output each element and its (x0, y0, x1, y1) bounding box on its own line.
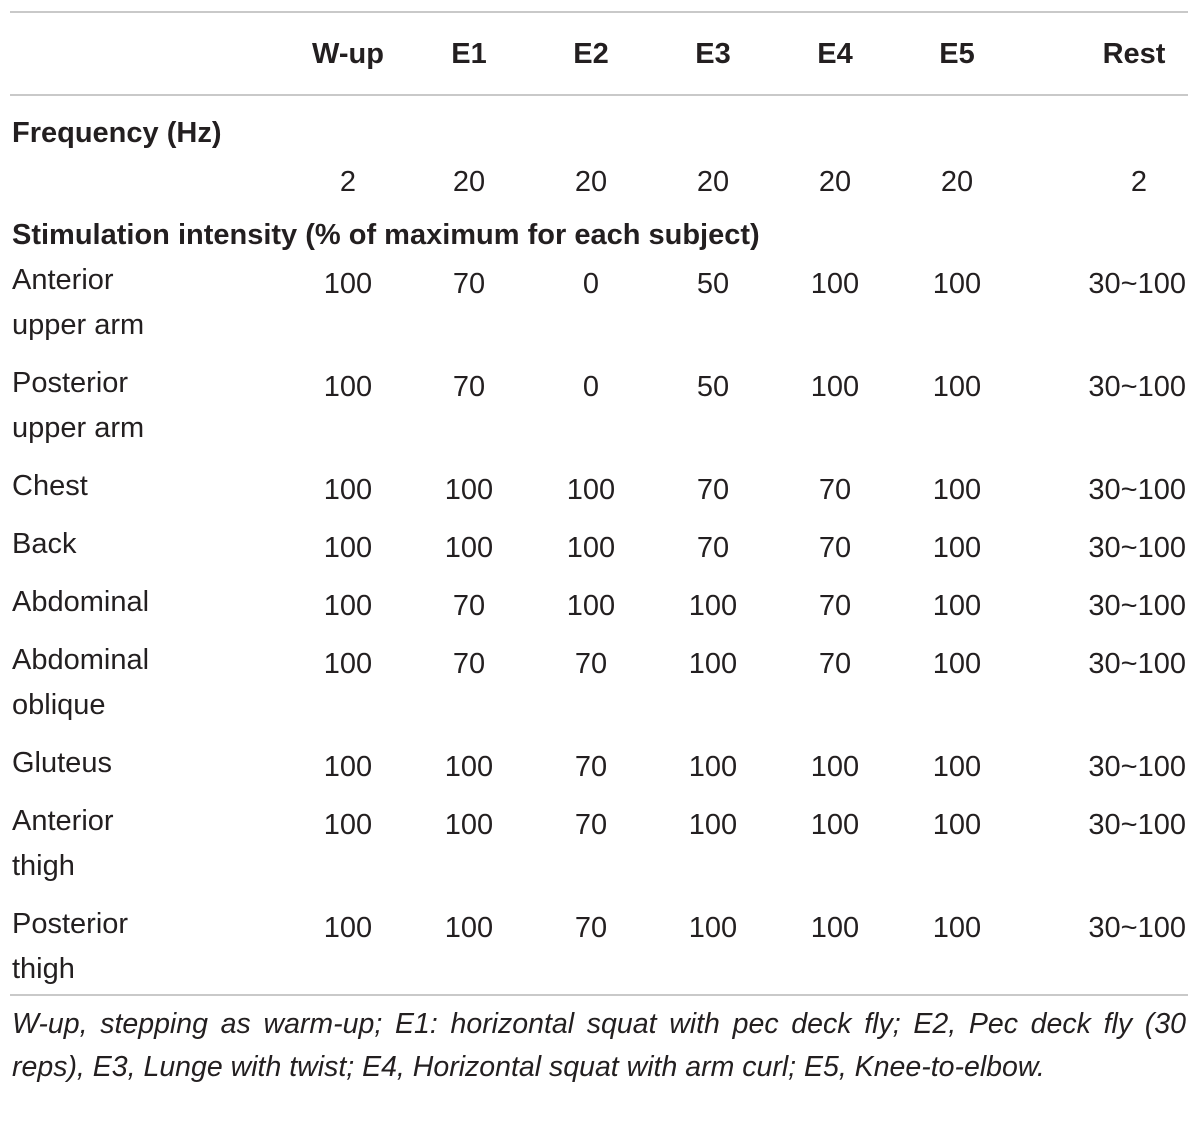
cell-value: 30~100 (1088, 371, 1186, 403)
cell-value: 70 (696, 474, 730, 506)
cell-value: 30~100 (1088, 751, 1186, 783)
cell-value: 100 (323, 268, 373, 300)
cell-value: 50 (696, 371, 730, 403)
cell-value: 30~100 (1088, 648, 1186, 680)
cell-value: 20 (574, 166, 608, 198)
table-row (0, 799, 1200, 902)
table-row (0, 741, 1200, 799)
cell-value: 70 (818, 648, 852, 680)
column-header-e3: E3 (695, 38, 731, 70)
table-bottom-rule (10, 994, 1188, 996)
table-row (0, 258, 1200, 361)
row-label (0, 580, 288, 638)
cell-value: 100 (323, 648, 373, 680)
cell-value: 100 (323, 590, 373, 622)
cell-value: 70 (452, 371, 486, 403)
row-label (0, 258, 288, 361)
row-label-line: Back (12, 528, 77, 560)
cell-value: 2 (339, 166, 357, 198)
cell-value: 100 (688, 648, 738, 680)
cell-value: 100 (810, 751, 860, 783)
cell-value: 20 (940, 166, 974, 198)
row-label (0, 741, 288, 799)
cell-value: 100 (323, 371, 373, 403)
section-row-intensity (0, 212, 1200, 258)
cell-value: 20 (818, 166, 852, 198)
column-header-wup: W-up (312, 38, 384, 70)
column-header-e4: E4 (817, 38, 853, 70)
table-row (0, 902, 1200, 1005)
cell-value: 30~100 (1088, 268, 1186, 300)
cell-value: 30~100 (1088, 532, 1186, 564)
cell-value: 30~100 (1088, 809, 1186, 841)
row-label (0, 902, 288, 1005)
table-row (0, 522, 1200, 580)
cell-value: 100 (444, 751, 494, 783)
cell-value: 70 (574, 751, 608, 783)
cell-value: 100 (566, 590, 616, 622)
table-top-rule (10, 11, 1188, 13)
cell-value: 100 (688, 590, 738, 622)
cell-value: 100 (323, 532, 373, 564)
cell-value: 70 (574, 648, 608, 680)
row-label-line: Posterior (12, 908, 129, 940)
table-footnote: W-up, stepping as warm-up; E1: horizontal squat with pec deck fly; E2, Pec deck fly (30 reps), E3, Lunge with twist; E4, Horizontal squat with arm curl; E5, Knee-to-elbow. (12, 1008, 1186, 1083)
cell-value: 100 (566, 532, 616, 564)
row-label-line: Abdominal (12, 586, 150, 618)
row-label-line: Gluteus (12, 747, 112, 779)
cell-value: 2 (1130, 166, 1148, 198)
stimulation-table (0, 15, 1200, 1005)
cell-value: 70 (818, 590, 852, 622)
cell-value: 100 (323, 751, 373, 783)
cell-value: 0 (582, 268, 600, 300)
row-label-line: upper arm (12, 309, 145, 341)
cell-value: 30~100 (1088, 912, 1186, 944)
row-label (0, 156, 288, 212)
cell-value: 100 (566, 474, 616, 506)
row-label (0, 522, 288, 580)
cell-value: 100 (810, 268, 860, 300)
cell-value: 70 (452, 590, 486, 622)
table-row (0, 464, 1200, 522)
cell-value: 20 (452, 166, 486, 198)
cell-value: 100 (444, 532, 494, 564)
row-label-line: Chest (12, 470, 88, 502)
row-label-line: Anterior (12, 805, 114, 837)
cell-value: 100 (810, 371, 860, 403)
cell-value: 100 (688, 912, 738, 944)
cell-value: 100 (932, 532, 982, 564)
row-label-line: Posterior (12, 367, 129, 399)
cell-value: 100 (810, 912, 860, 944)
cell-value: 70 (452, 268, 486, 300)
cell-value: 70 (818, 474, 852, 506)
cell-value: 100 (688, 751, 738, 783)
cell-value: 0 (582, 371, 600, 403)
row-label-line: oblique (12, 689, 106, 721)
cell-value: 100 (444, 474, 494, 506)
cell-value: 100 (932, 268, 982, 300)
column-header-rest: Rest (1102, 38, 1166, 70)
table-row (0, 361, 1200, 464)
section-heading: Frequency (Hz) (12, 117, 222, 149)
cell-value: 100 (932, 648, 982, 680)
column-header-label (0, 15, 288, 94)
cell-value: 100 (444, 912, 494, 944)
section-heading: Stimulation intensity (% of maximum for each subject) (12, 219, 760, 251)
cell-value: 70 (574, 912, 608, 944)
cell-value: 70 (452, 648, 486, 680)
column-header-e5: E5 (939, 38, 975, 70)
header-row (0, 15, 1200, 94)
column-header-e1: E1 (451, 38, 487, 70)
cell-value: 70 (818, 532, 852, 564)
row-label (0, 361, 288, 464)
table-row (0, 638, 1200, 741)
cell-value: 30~100 (1088, 590, 1186, 622)
cell-value: 100 (323, 912, 373, 944)
cell-value: 70 (574, 809, 608, 841)
row-label (0, 638, 288, 741)
row-label-line: thigh (12, 850, 75, 882)
cell-value: 70 (696, 532, 730, 564)
cell-value: 100 (932, 474, 982, 506)
row-label-line: thigh (12, 953, 75, 985)
frequency-row (0, 156, 1200, 212)
row-label (0, 464, 288, 522)
cell-value: 100 (932, 371, 982, 403)
cell-value: 100 (810, 809, 860, 841)
cell-value: 100 (932, 751, 982, 783)
section-row-frequency (0, 94, 1200, 156)
column-header-e2: E2 (573, 38, 609, 70)
cell-value: 100 (932, 809, 982, 841)
row-label (0, 799, 288, 902)
cell-value: 50 (696, 268, 730, 300)
cell-value: 100 (444, 809, 494, 841)
cell-value: 100 (932, 590, 982, 622)
row-label-line: Abdominal (12, 644, 150, 676)
table-row (0, 580, 1200, 638)
cell-value: 20 (696, 166, 730, 198)
cell-value: 100 (932, 912, 982, 944)
cell-value: 30~100 (1088, 474, 1186, 506)
row-label-line: upper arm (12, 412, 145, 444)
cell-value: 100 (323, 809, 373, 841)
cell-value: 100 (323, 474, 373, 506)
row-label-line: Anterior (12, 264, 114, 296)
cell-value: 100 (688, 809, 738, 841)
